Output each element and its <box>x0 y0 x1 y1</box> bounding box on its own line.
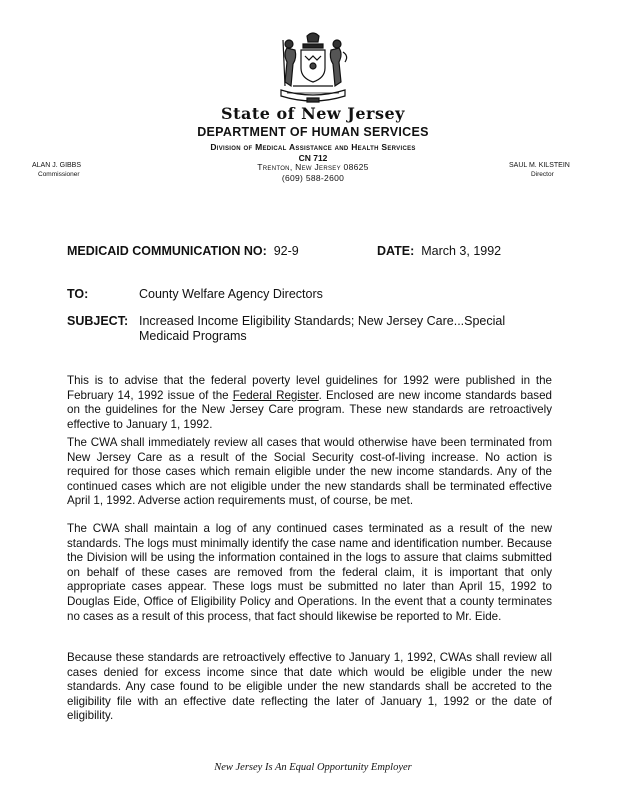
to-value: County Welfare Agency Directors <box>139 287 323 301</box>
paragraph-1-text-b: . Enclosed are new income standards based on the guidelines for the New Jersey Care program. These new standards are retroactively effective to January 1, 1992. <box>67 388 552 431</box>
date-label: DATE: <box>377 244 415 258</box>
paragraph-4: Because these standards are retroactively effective to January 1, 1992, CWAs shall review all cases denied for excess income since that date which would be eligible under the new standards. Any case found to be eligible under the new standards shall be accreted to the eligibility file with an effective date reflecting the later of January 1, 1992 or the date of eligibility. <box>67 651 552 723</box>
to-label: TO: <box>67 287 89 301</box>
paragraph-3: The CWA shall maintain a log of any continued cases terminated as a result of the new standards. The logs must minimally identify the case name and identification number. Because the Division will be using the information contained in the logs to assure that claims submitted on behalf of these cases are removed from the federal claim, it is important that only appropriate cases appear. These logs must be submitted no later than April 15, 1992 to Douglas Eide, Office of Eligibility Policy and Operations. In the event that a county terminates no cases as a result of this process, that fact should likewise be reported to Mr. Eide. <box>67 522 552 623</box>
date-value: March 3, 1992 <box>421 244 502 258</box>
cn-number: CN 712 <box>298 153 328 163</box>
division-name: Division of Medical Assistance and Health Services <box>210 142 416 152</box>
subject-value: Increased Income Eligibility Standards; New Jersey Care...Special Medicaid Programs <box>139 314 506 343</box>
paragraph-1 <box>67 374 552 432</box>
paragraph-1-text-a: This is to advise that the federal poverty level guidelines for 1992 were published in the February 14, 1992 issue of the <box>67 374 552 402</box>
director-name: SAUL M. KILSTEIN <box>509 162 570 169</box>
state-seal-icon <box>273 30 353 104</box>
federal-register-ref: Federal Register <box>232 388 319 402</box>
address: Trenton, New Jersey 08625 <box>257 162 369 172</box>
footer-eoe: New Jersey Is An Equal Opportunity Employer <box>214 762 412 773</box>
commissioner-name: ALAN J. GIBBS <box>32 162 82 169</box>
department-name: DEPARTMENT OF HUMAN SERVICES <box>197 125 429 139</box>
state-title: State of New Jersey <box>221 104 405 123</box>
commissioner-block <box>32 161 81 179</box>
communication-number: 92-9 <box>273 244 299 258</box>
director-block <box>509 161 599 179</box>
paragraph-2: The CWA shall immediately review all cases that would otherwise have been terminated from New Jersey Care as a result of the Social Security cost-of-living increase. No action is required for those cases which remain eligible under the new income standards. Any of the continued cases which are not eligible under the new standards shall be terminated effective April 1, 1992. Adverse action requirements must, of course, be met. <box>67 436 552 508</box>
communication-number-line <box>67 244 299 258</box>
phone-number: (609) 588-2600 <box>281 173 345 183</box>
commissioner-title: Commissioner <box>38 171 80 178</box>
director-title: Director <box>531 171 554 178</box>
communication-label: MEDICAID COMMUNICATION NO: <box>67 244 267 258</box>
date-line <box>377 244 501 258</box>
subject-label: SUBJECT: <box>67 314 129 328</box>
